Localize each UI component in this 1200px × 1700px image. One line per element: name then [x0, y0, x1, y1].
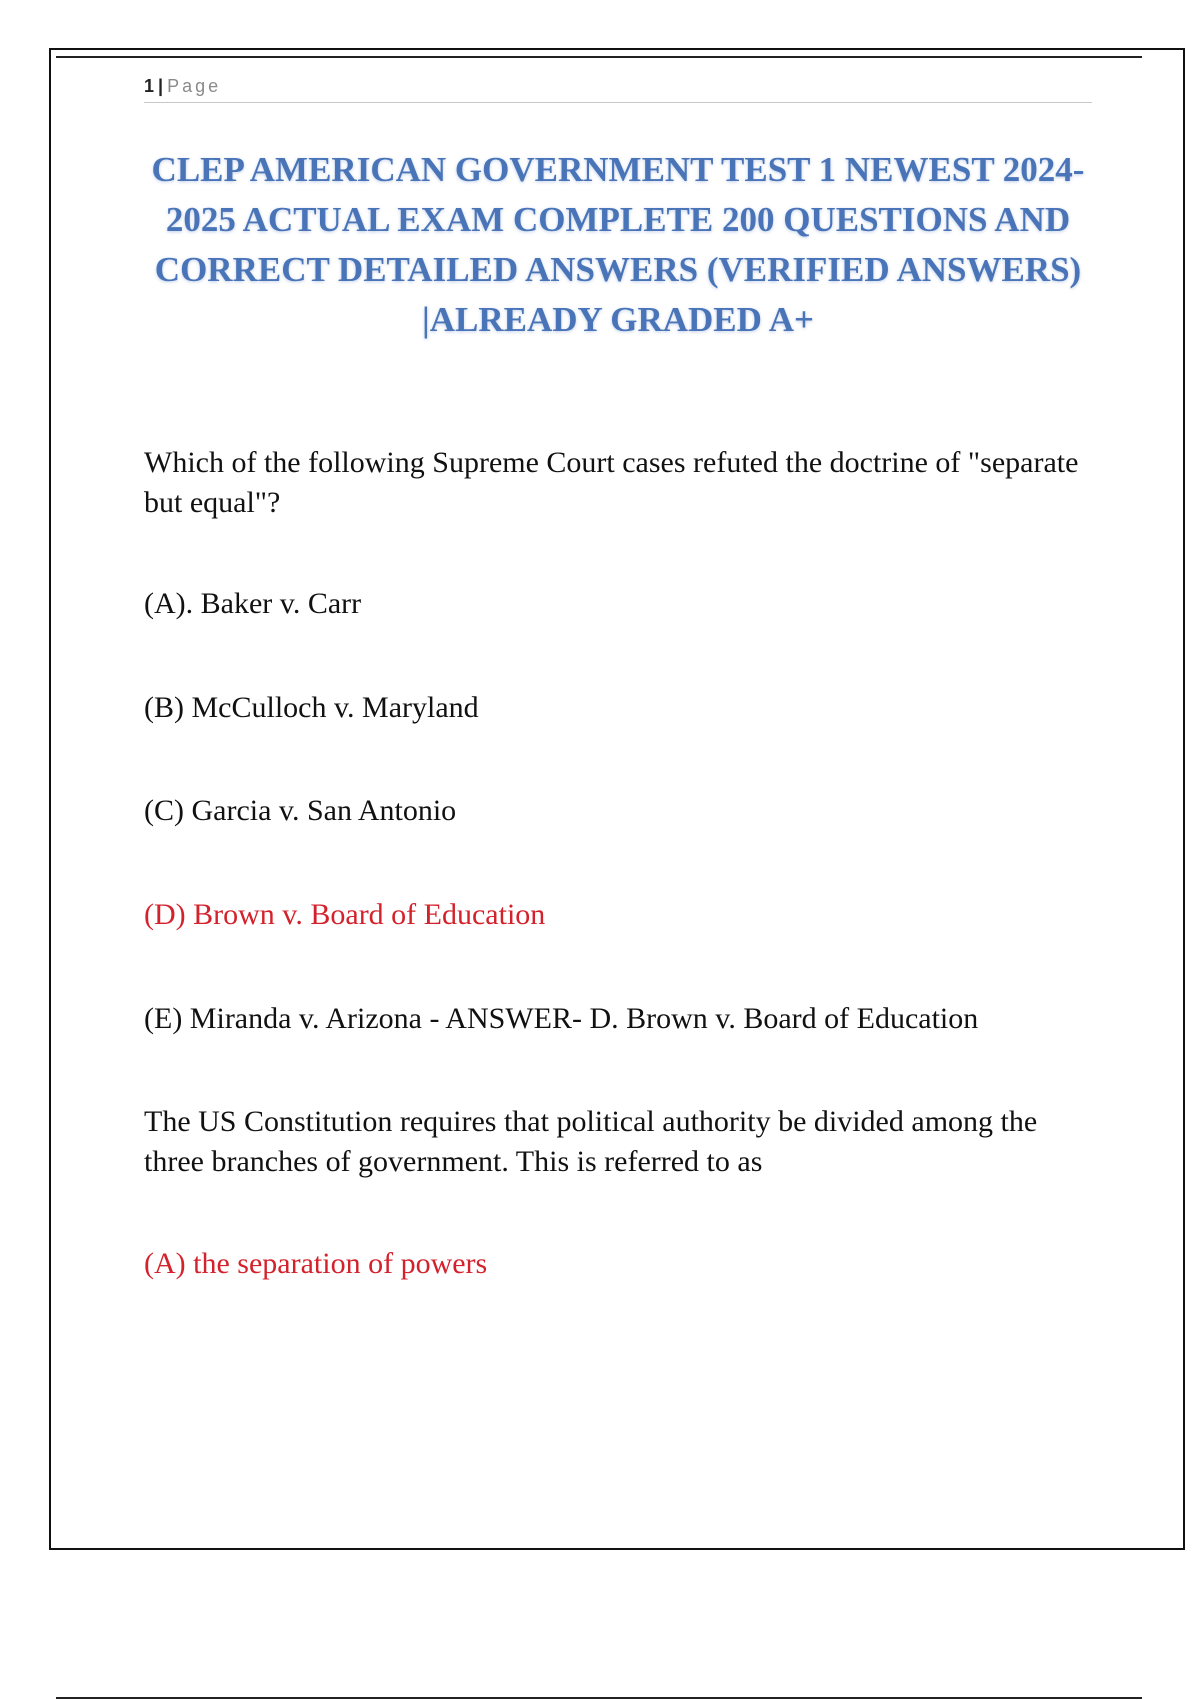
question-1-option-e-answer: (E) Miranda v. Arizona - ANSWER- D. Brown v. Board of Education [144, 1002, 979, 1035]
question-1-option-b: (B) McCulloch v. Maryland [144, 691, 479, 724]
question-1-option-a: (A). Baker v. Carr [144, 587, 362, 620]
top-rule [56, 56, 1142, 58]
page-header-separator: | [158, 76, 164, 96]
page-number: 1 [144, 76, 155, 96]
page-label: Page [167, 76, 222, 96]
page-header [144, 74, 1092, 103]
question-2-text: The US Constitution requires that political authority be divided among the three branches of government. This is referred to as [144, 1105, 1038, 1178]
question-1-option-c: (C) Garcia v. San Antonio [144, 794, 457, 827]
question-2-option-a-correct: (A) the separation of powers [144, 1247, 488, 1280]
document-title: CLEP AMERICAN GOVERNMENT TEST 1 NEWEST 2024-2025 ACTUAL EXAM COMPLETE 200 QUESTIONS AND CORRECT DETAILED ANSWERS (VERIFIED ANSWERS) |ALREADY GRADED A+ [151, 150, 1085, 339]
question-1-option-d-correct: (D) Brown v. Board of Education [144, 898, 546, 931]
bottom-rule [56, 1697, 1142, 1699]
question-1-text: Which of the following Supreme Court cases refuted the doctrine of "separate but equal"? [144, 446, 1079, 519]
